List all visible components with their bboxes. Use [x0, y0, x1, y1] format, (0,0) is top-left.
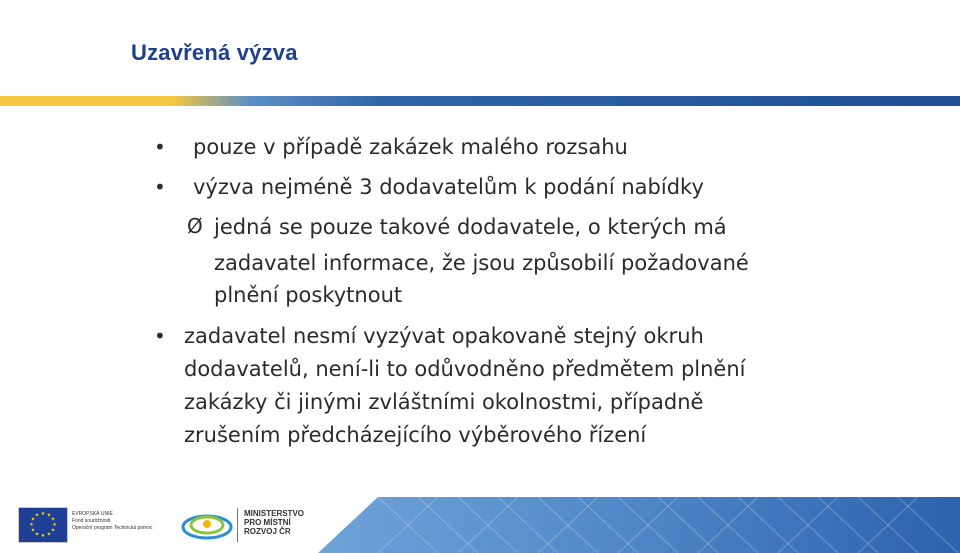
bullet-marker: • [154, 175, 166, 199]
eu-label-line: EVROPSKÁ UNIE [72, 511, 113, 517]
bullet-line: dodavatelů, není-li to odůvodněno předmětem plnění [184, 357, 746, 381]
svg-text:★: ★ [34, 512, 40, 519]
svg-text:★: ★ [52, 522, 57, 528]
bullet-line: plnění poskytnout [214, 283, 403, 307]
svg-text:★: ★ [50, 516, 56, 523]
bullet-marker: • [154, 324, 166, 348]
mmr-logo-icon [180, 508, 234, 542]
svg-text:★: ★ [50, 527, 56, 534]
bullet-line: pouze v případě zakázek malého rozsahu [193, 135, 628, 159]
svg-text:★: ★ [29, 522, 34, 528]
svg-text:★: ★ [40, 533, 46, 539]
footer-band [318, 497, 960, 553]
ministry-label: MINISTERSTVO PRO MÍSTNÍ ROZVOJ ČR [244, 509, 305, 536]
slide-title: Uzavřená výzva [131, 40, 298, 65]
eu-label-line: Fond soudržnosti [72, 518, 111, 524]
bullet-line: výzva nejméně 3 dodavatelům k podání nabídky [193, 175, 704, 199]
svg-text:★: ★ [46, 512, 52, 519]
bullet-line: zadavatel nesmí vyzývat opakovaně stejný okruh [184, 324, 704, 348]
eu-label [72, 511, 153, 532]
arrow-marker: Ø [187, 214, 203, 238]
svg-text:★: ★ [34, 531, 40, 538]
eu-flag-icon [18, 507, 68, 543]
bullet-line: zakázky či jinými zvláštními okolnostmi, případně [184, 390, 704, 414]
svg-text:★: ★ [30, 516, 36, 523]
svg-text:★: ★ [46, 531, 52, 538]
bullet-line: zadavatel informace, že jsou způsobilí požadované [214, 251, 749, 275]
svg-text:★: ★ [40, 511, 46, 517]
bullet-line: zrušením předcházejícího výběrového řízení [184, 423, 647, 447]
bullet-line: jedná se pouze takové dodavatele, o kterých má [214, 215, 727, 239]
logo-divider [237, 508, 238, 542]
svg-text:★: ★ [30, 527, 36, 534]
bullet-marker: • [154, 135, 166, 159]
eu-label-line: Operační program Technická pomoc [72, 525, 153, 531]
